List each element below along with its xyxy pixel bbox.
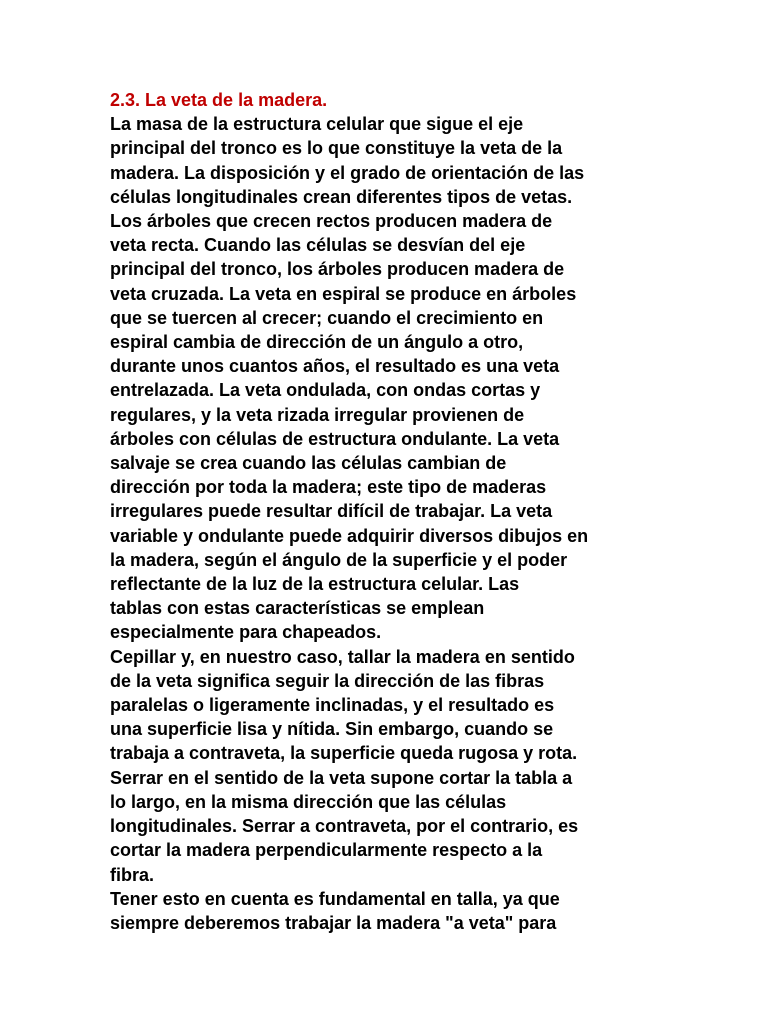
section-heading: 2.3. La veta de la madera. (110, 90, 328, 110)
body-text-line: árboles con células de estructura ondulante. La veta (110, 428, 560, 449)
body-text-line: irregulares puede resultar difícil de trabajar. La veta (110, 501, 553, 522)
body-text-line: cortar la madera perpendicularmente respecto a la (110, 840, 543, 861)
body-text-line: una superficie lisa y nítida. Sin embargo, cuando se (110, 719, 554, 740)
body-text-line: veta recta. Cuando las células se desvían del eje (110, 235, 526, 256)
document-body (110, 88, 650, 935)
body-text-line: fibra. (110, 864, 155, 885)
body-text-line: entrelazada. La veta ondulada, con ondas cortas y (110, 380, 541, 401)
body-text-line: tablas con estas características se emplean (110, 598, 485, 619)
body-text-line: células longitudinales crean diferentes tipos de vetas. (110, 186, 573, 207)
body-text-line: veta cruzada. La veta en espiral se produce en árboles (110, 283, 577, 304)
body-text-line: paralelas o ligeramente inclinadas, y el resultado es (110, 695, 555, 716)
body-text-line: madera. La disposición y el grado de orientación de las (110, 162, 585, 183)
body-text-line: durante unos cuantos años, el resultado es una veta (110, 356, 560, 377)
body-text-line: dirección por toda la madera; este tipo de maderas (110, 477, 547, 498)
body-text-line: reflectante de la luz de la estructura celular. Las (110, 574, 520, 595)
body-text-line: espiral cambia de dirección de un ángulo a otro, (110, 332, 524, 353)
body-text-line: Serrar en el sentido de la veta supone cortar la tabla a (110, 767, 573, 788)
body-text-line: longitudinales. Serrar a contraveta, por el contrario, es (110, 816, 579, 837)
body-text-line: especialmente para chapeados. (110, 622, 382, 643)
body-text-line: trabaja a contraveta, la superficie queda rugosa y rota. (110, 743, 578, 764)
body-text-line: variable y ondulante puede adquirir diversos dibujos en (110, 525, 589, 546)
body-text-line: Cepillar y, en nuestro caso, tallar la madera en sentido (110, 646, 575, 667)
body-text-line: que se tuercen al crecer; cuando el crecimiento en (110, 307, 544, 328)
body-text-line: regulares, y la veta rizada irregular provienen de (110, 404, 525, 425)
body-text-line: de la veta significa seguir la dirección de las fibras (110, 670, 545, 691)
body-text-line: Los árboles que crecen rectos producen madera de (110, 211, 553, 232)
body-text-line: principal del tronco, los árboles producen madera de (110, 259, 565, 280)
body-text-line: Tener esto en cuenta es fundamental en talla, ya que (110, 888, 560, 909)
body-text-line: lo largo, en la misma dirección que las células (110, 791, 507, 812)
body-text-line: la madera, según el ángulo de la superficie y el poder (110, 549, 568, 570)
body-text-line: principal del tronco es lo que constituye la veta de la (110, 138, 563, 159)
body-text-line: salvaje se crea cuando las células cambian de (110, 453, 507, 474)
body-text-line: siempre deberemos trabajar la madera "a veta" para (110, 912, 557, 933)
body-text-line: La masa de la estructura celular que sigue el eje (110, 114, 524, 135)
